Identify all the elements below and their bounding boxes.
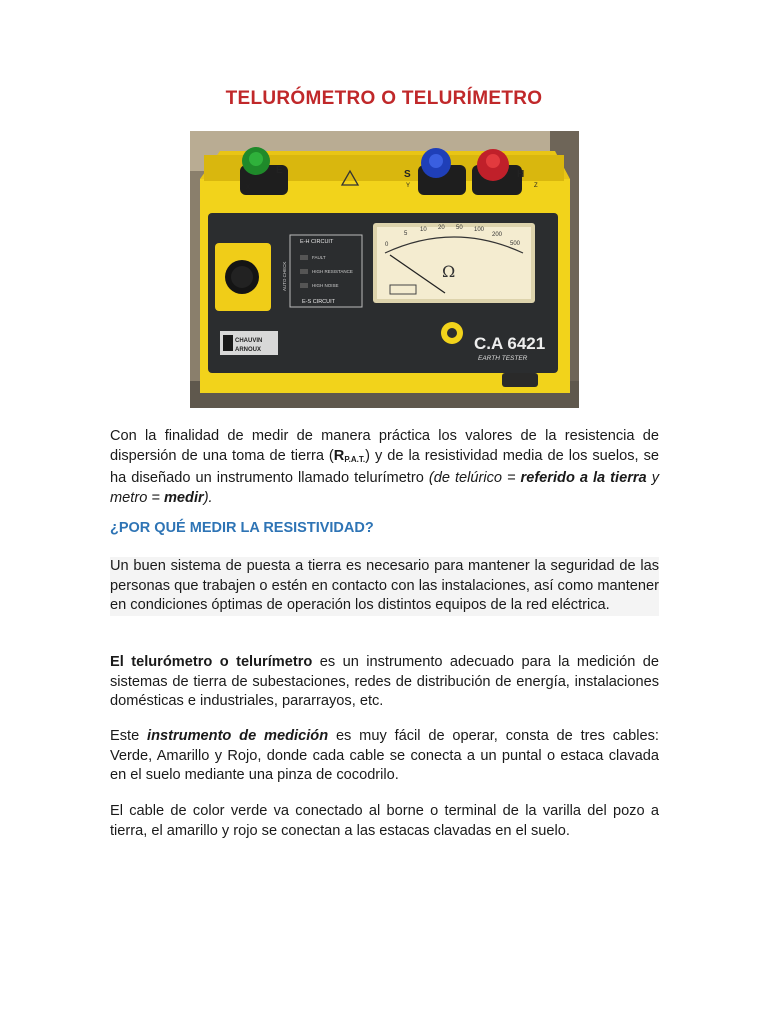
svg-text:E: E (276, 165, 283, 176)
svg-text:E-S CIRCUIT: E-S CIRCUIT (302, 299, 335, 305)
svg-text:AUTO CHECK: AUTO CHECK (282, 261, 287, 291)
svg-text:X: X (246, 185, 251, 191)
svg-text:E-H CIRCUIT: E-H CIRCUIT (300, 239, 334, 245)
svg-text:S: S (404, 169, 411, 180)
paragraph-definition: El telurómetro o telurímetro es un instrumento adecuado para la medición de sistemas de tierra de subestaciones, redes de distribución de energía, instalaciones domésticas e industriales, pararrayos, etc. (110, 654, 659, 710)
section-heading: ¿POR QUÉ MEDIR LA RESISTIVIDAD? (110, 520, 374, 536)
svg-text:500: 500 (510, 241, 521, 247)
svg-text:EARTH TESTER: EARTH TESTER (478, 355, 528, 362)
earth-tester-photo (190, 131, 579, 408)
intro-paragraph: Con la finalidad de medir de manera práctica los valores de la resistencia de dispersión de una toma de tierra $(R_{P.A.T.})$ y de la resistividad media de los suelos, se ha diseñado un instrumento llamado telurímetro (de telúrico = referido a la tierra y metro = medir). (110, 428, 659, 506)
earth-tester-illustration (190, 131, 579, 408)
svg-text:FAULT: FAULT (312, 255, 326, 260)
paragraph-cables: El cable de color verde va conectado al borne o terminal de la varilla del pozo a tierra, el amarillo y rojo se conectan a las estacas clavadas en el suelo. (110, 803, 659, 839)
svg-text:10: 10 (420, 227, 427, 233)
svg-text:HIGH RESISTANCE: HIGH RESISTANCE (312, 269, 353, 274)
svg-text:0: 0 (385, 242, 389, 248)
svg-text:Z: Z (534, 183, 538, 189)
svg-text:100: 100 (474, 227, 485, 233)
svg-text:Y: Y (406, 183, 411, 189)
svg-text:5: 5 (404, 231, 408, 237)
svg-text:H: H (517, 169, 525, 180)
svg-text:HIGH NOISE: HIGH NOISE (312, 283, 339, 288)
document-title: TELURÓMETRO O TELURÍMETRO (225, 88, 543, 109)
rpat-symbol: $R_{P.A.T.}$ (333, 447, 366, 464)
svg-text:C.A 6421: C.A 6421 (474, 334, 546, 353)
svg-text:ARNOUX: ARNOUX (235, 347, 262, 353)
paragraph-operation: Este instrumento de medición es muy fácil de operar, consta de tres cables: Verde, Amarillo y Rojo, donde cada cable se conecta a un puntal o estaca clavada en el suelo mediante una pinza de cocodrilo. (110, 728, 659, 784)
svg-text:50: 50 (456, 225, 463, 231)
svg-text:CHAUVIN: CHAUVIN (235, 338, 263, 344)
svg-text:200: 200 (492, 232, 503, 238)
svg-text:20: 20 (438, 225, 445, 231)
svg-text:Ω: Ω (442, 262, 456, 281)
paragraph-why-measure: Un buen sistema de puesta a tierra es necesario para mantener la seguridad de las personas que trabajen o estén en contacto con las instalaciones, así como mantener en condiciones óptimas de operación los distintos equipos de la red eléctrica. (110, 557, 659, 616)
